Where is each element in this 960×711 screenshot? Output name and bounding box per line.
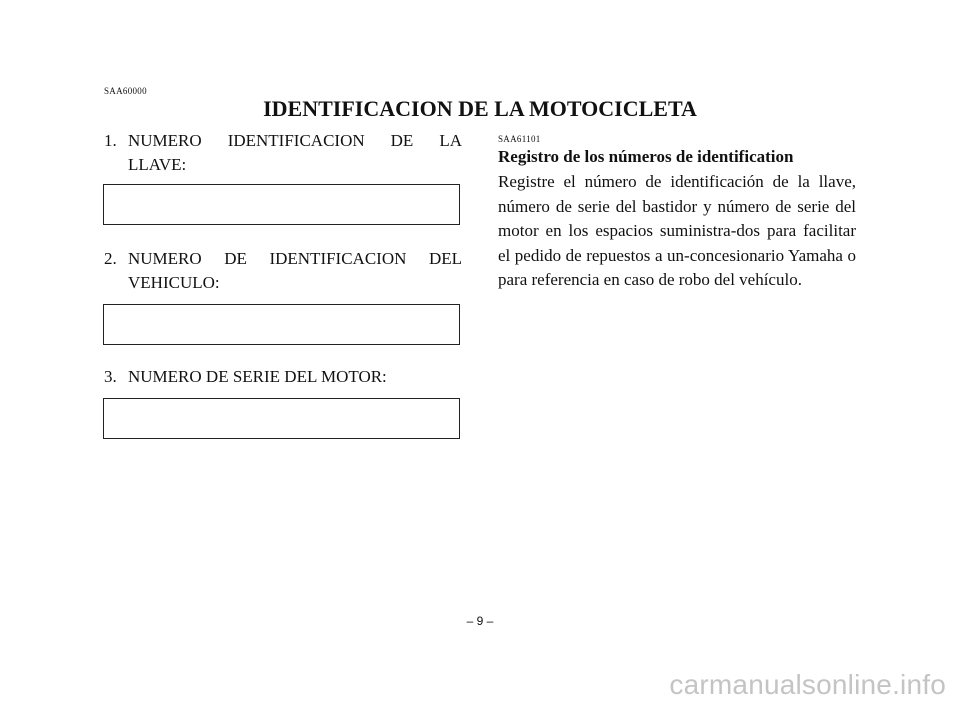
list-item-engine-serial xyxy=(104,365,462,389)
list-item-key-id xyxy=(104,129,462,177)
key-id-field[interactable] xyxy=(103,184,460,225)
subsection-heading: Registro de los números de identification xyxy=(498,147,794,166)
page-title: IDENTIFICACION DE LA MOTOCICLETA xyxy=(263,96,697,121)
item-label-continued: LLAVE: xyxy=(128,155,187,174)
engine-serial-field[interactable] xyxy=(103,398,460,439)
section-code: SAA60000 xyxy=(104,86,147,96)
item-number: 1. xyxy=(104,131,117,150)
page-number: – 9 – xyxy=(466,614,494,628)
watermark: carmanualsonline.info xyxy=(669,669,946,700)
item-label-continued: VEHICULO: xyxy=(128,273,220,292)
subsection-code: SAA61101 xyxy=(498,134,541,144)
subsection-body: Registre el número de identificación de la llave, número de serie del bastidor y número de serie del motor en los espacios suministra-dos para facilitar el pedido de repuestos a un-concesionario Yamaha o para referencia en caso de robo del vehículo. xyxy=(498,172,856,289)
list-item-vehicle-id xyxy=(104,247,462,295)
vehicle-id-field[interactable] xyxy=(103,304,460,345)
item-label: NUMERO DE IDENTIFICACION DEL xyxy=(128,249,462,268)
item-number: 3. xyxy=(104,367,117,386)
item-number: 2. xyxy=(104,249,117,268)
item-label: NUMERO IDENTIFICACION DE LA xyxy=(128,131,462,150)
item-label: NUMERO DE SERIE DEL MOTOR: xyxy=(128,367,387,386)
